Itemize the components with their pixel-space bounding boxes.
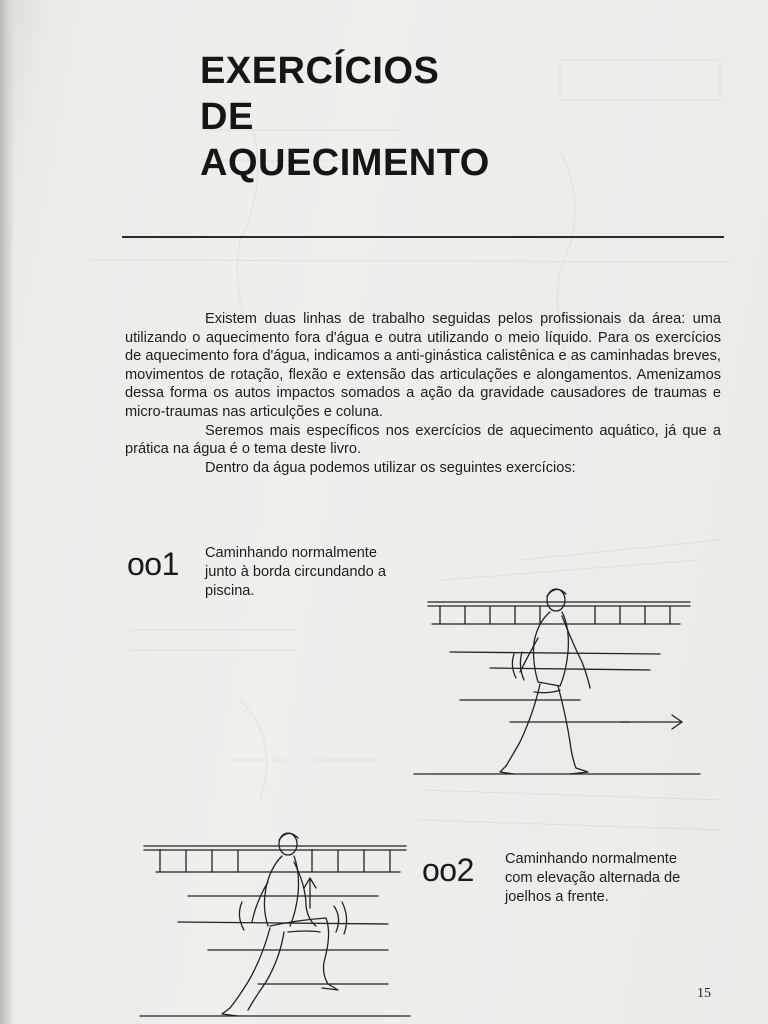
intro-text bbox=[125, 310, 721, 477]
exercise-description-line: joelhos a frente. bbox=[505, 889, 609, 905]
page-number: 15 bbox=[697, 986, 711, 1001]
paragraph: Dentro da água podemos utilizar os seguintes exercícios: bbox=[205, 459, 576, 476]
exercise-description bbox=[205, 544, 386, 601]
title-divider bbox=[122, 236, 724, 238]
exercise-number: oo1 bbox=[127, 546, 179, 582]
exercise-description-line: com elevação alternada de bbox=[505, 870, 681, 886]
exercise-number: oo2 bbox=[422, 852, 474, 888]
paragraph: Existem duas linhas de trabalho seguidas pelos profissionais da área: uma utilizando o aquecimento fora d'água e outra utilizando o meio líquido. Para os exercícios de aquecimento fora d'água, indicamos a anti-ginástica calistênica e as caminhadas breves, movimentos de rotação, flexão e extensão das articulações e alongamentos. Amenizamos dessa forma os autos impactos somados a ação da gravidade causadores de traumas e micro-traumas nas articulções e coluna. bbox=[125, 311, 721, 420]
exercise-description-line: Caminhando normalmente bbox=[505, 851, 677, 867]
exercise-description-line: junto à borda circundando a bbox=[205, 564, 386, 580]
exercise-description-line: piscina. bbox=[205, 583, 255, 599]
chapter-title bbox=[200, 48, 490, 186]
walking-figure-illustration bbox=[410, 582, 710, 782]
paragraph: Seremos mais específicos nos exercícios de aquecimento aquático, já que a prática na água é o tema deste livro. bbox=[125, 422, 721, 458]
exercise-description bbox=[505, 850, 680, 907]
chapter-title-line: DE bbox=[200, 96, 254, 138]
exercise-description-line: Caminhando normalmente bbox=[205, 545, 377, 561]
knee-raise-figure-illustration bbox=[138, 822, 413, 1022]
chapter-title-line: AQUECIMENTO bbox=[200, 142, 490, 184]
chapter-title-line: EXERCÍCIOS bbox=[200, 50, 440, 92]
